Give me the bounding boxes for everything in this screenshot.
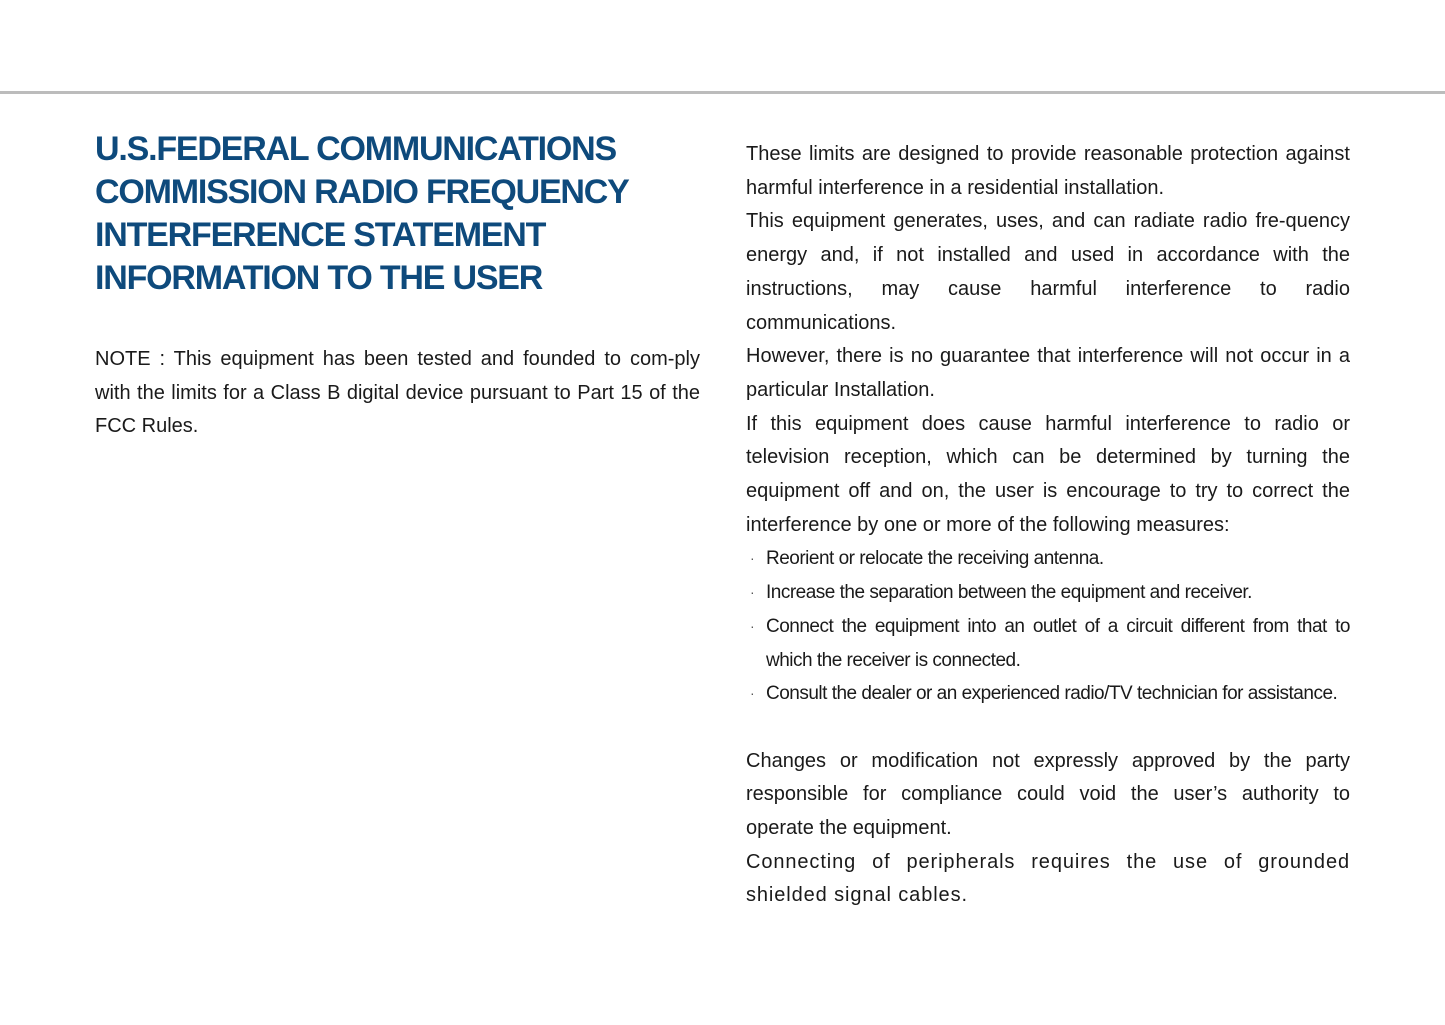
bullet-dot-icon: · — [750, 617, 755, 634]
radiation-paragraph: This equipment generates, uses, and can radiate radio fre-quency energy and, if not installed and used in accordance with the instructions, may cause harmful interference to radio communications. — [746, 210, 1350, 334]
list-item — [746, 576, 1350, 610]
right-column — [746, 138, 1350, 913]
list-item-text: Increase the separation between the equipment and receiver. — [766, 582, 1252, 604]
limits-paragraph: These limits are designed to provide reasonable protection against harmful interference in a residential installation. — [746, 143, 1350, 199]
list-item — [746, 542, 1350, 576]
page-title — [95, 128, 700, 300]
shielded-cables-paragraph: Connecting of peripherals requires the use of grounded shielded signal cables. — [746, 850, 1350, 907]
title-line-1: U.S.FEDERAL COMMUNICATIONS — [95, 130, 616, 168]
measures-intro-paragraph: If this equipment does cause harmful interference to radio or television reception, which can be determined by turning the equipment off and on, the user is encourage to try to correct the interference by one or more of the following measures: — [746, 412, 1350, 536]
fcc-note-paragraph: NOTE : This equipment has been tested and founded to com-ply with the limits for a Class B digital device pursuant to Part 15 of the FCC Rules. — [95, 348, 700, 438]
modification-warning-paragraph: Changes or modification not expressly approved by the party responsible for compliance could void the user’s authority to operate the equipment. — [746, 749, 1350, 840]
list-item — [746, 677, 1350, 711]
title-line-4: INFORMATION TO THE USER — [95, 259, 543, 297]
list-item-text: Connect the equipment into an outlet of a circuit different from that to which the receiver is connected. — [766, 615, 1350, 671]
list-item — [746, 610, 1350, 677]
list-item-text: Reorient or relocate the receiving antenna. — [766, 548, 1104, 570]
list-item-text: Consult the dealer or an experienced radio/TV technician for assistance. — [766, 683, 1338, 705]
top-divider-rule — [0, 91, 1445, 94]
left-column — [95, 128, 700, 444]
title-line-2: COMMISSION RADIO FREQUENCY — [95, 173, 629, 211]
no-guarantee-paragraph: However, there is no guarantee that interference will not occur in a particular Installation. — [746, 345, 1350, 401]
bullet-dot-icon: · — [750, 550, 755, 567]
title-line-3: INTERFERENCE STATEMENT — [95, 216, 546, 254]
spacer — [746, 711, 1350, 745]
bullet-dot-icon: · — [750, 584, 755, 601]
bullet-dot-icon: · — [750, 685, 755, 702]
measures-list — [746, 542, 1350, 711]
